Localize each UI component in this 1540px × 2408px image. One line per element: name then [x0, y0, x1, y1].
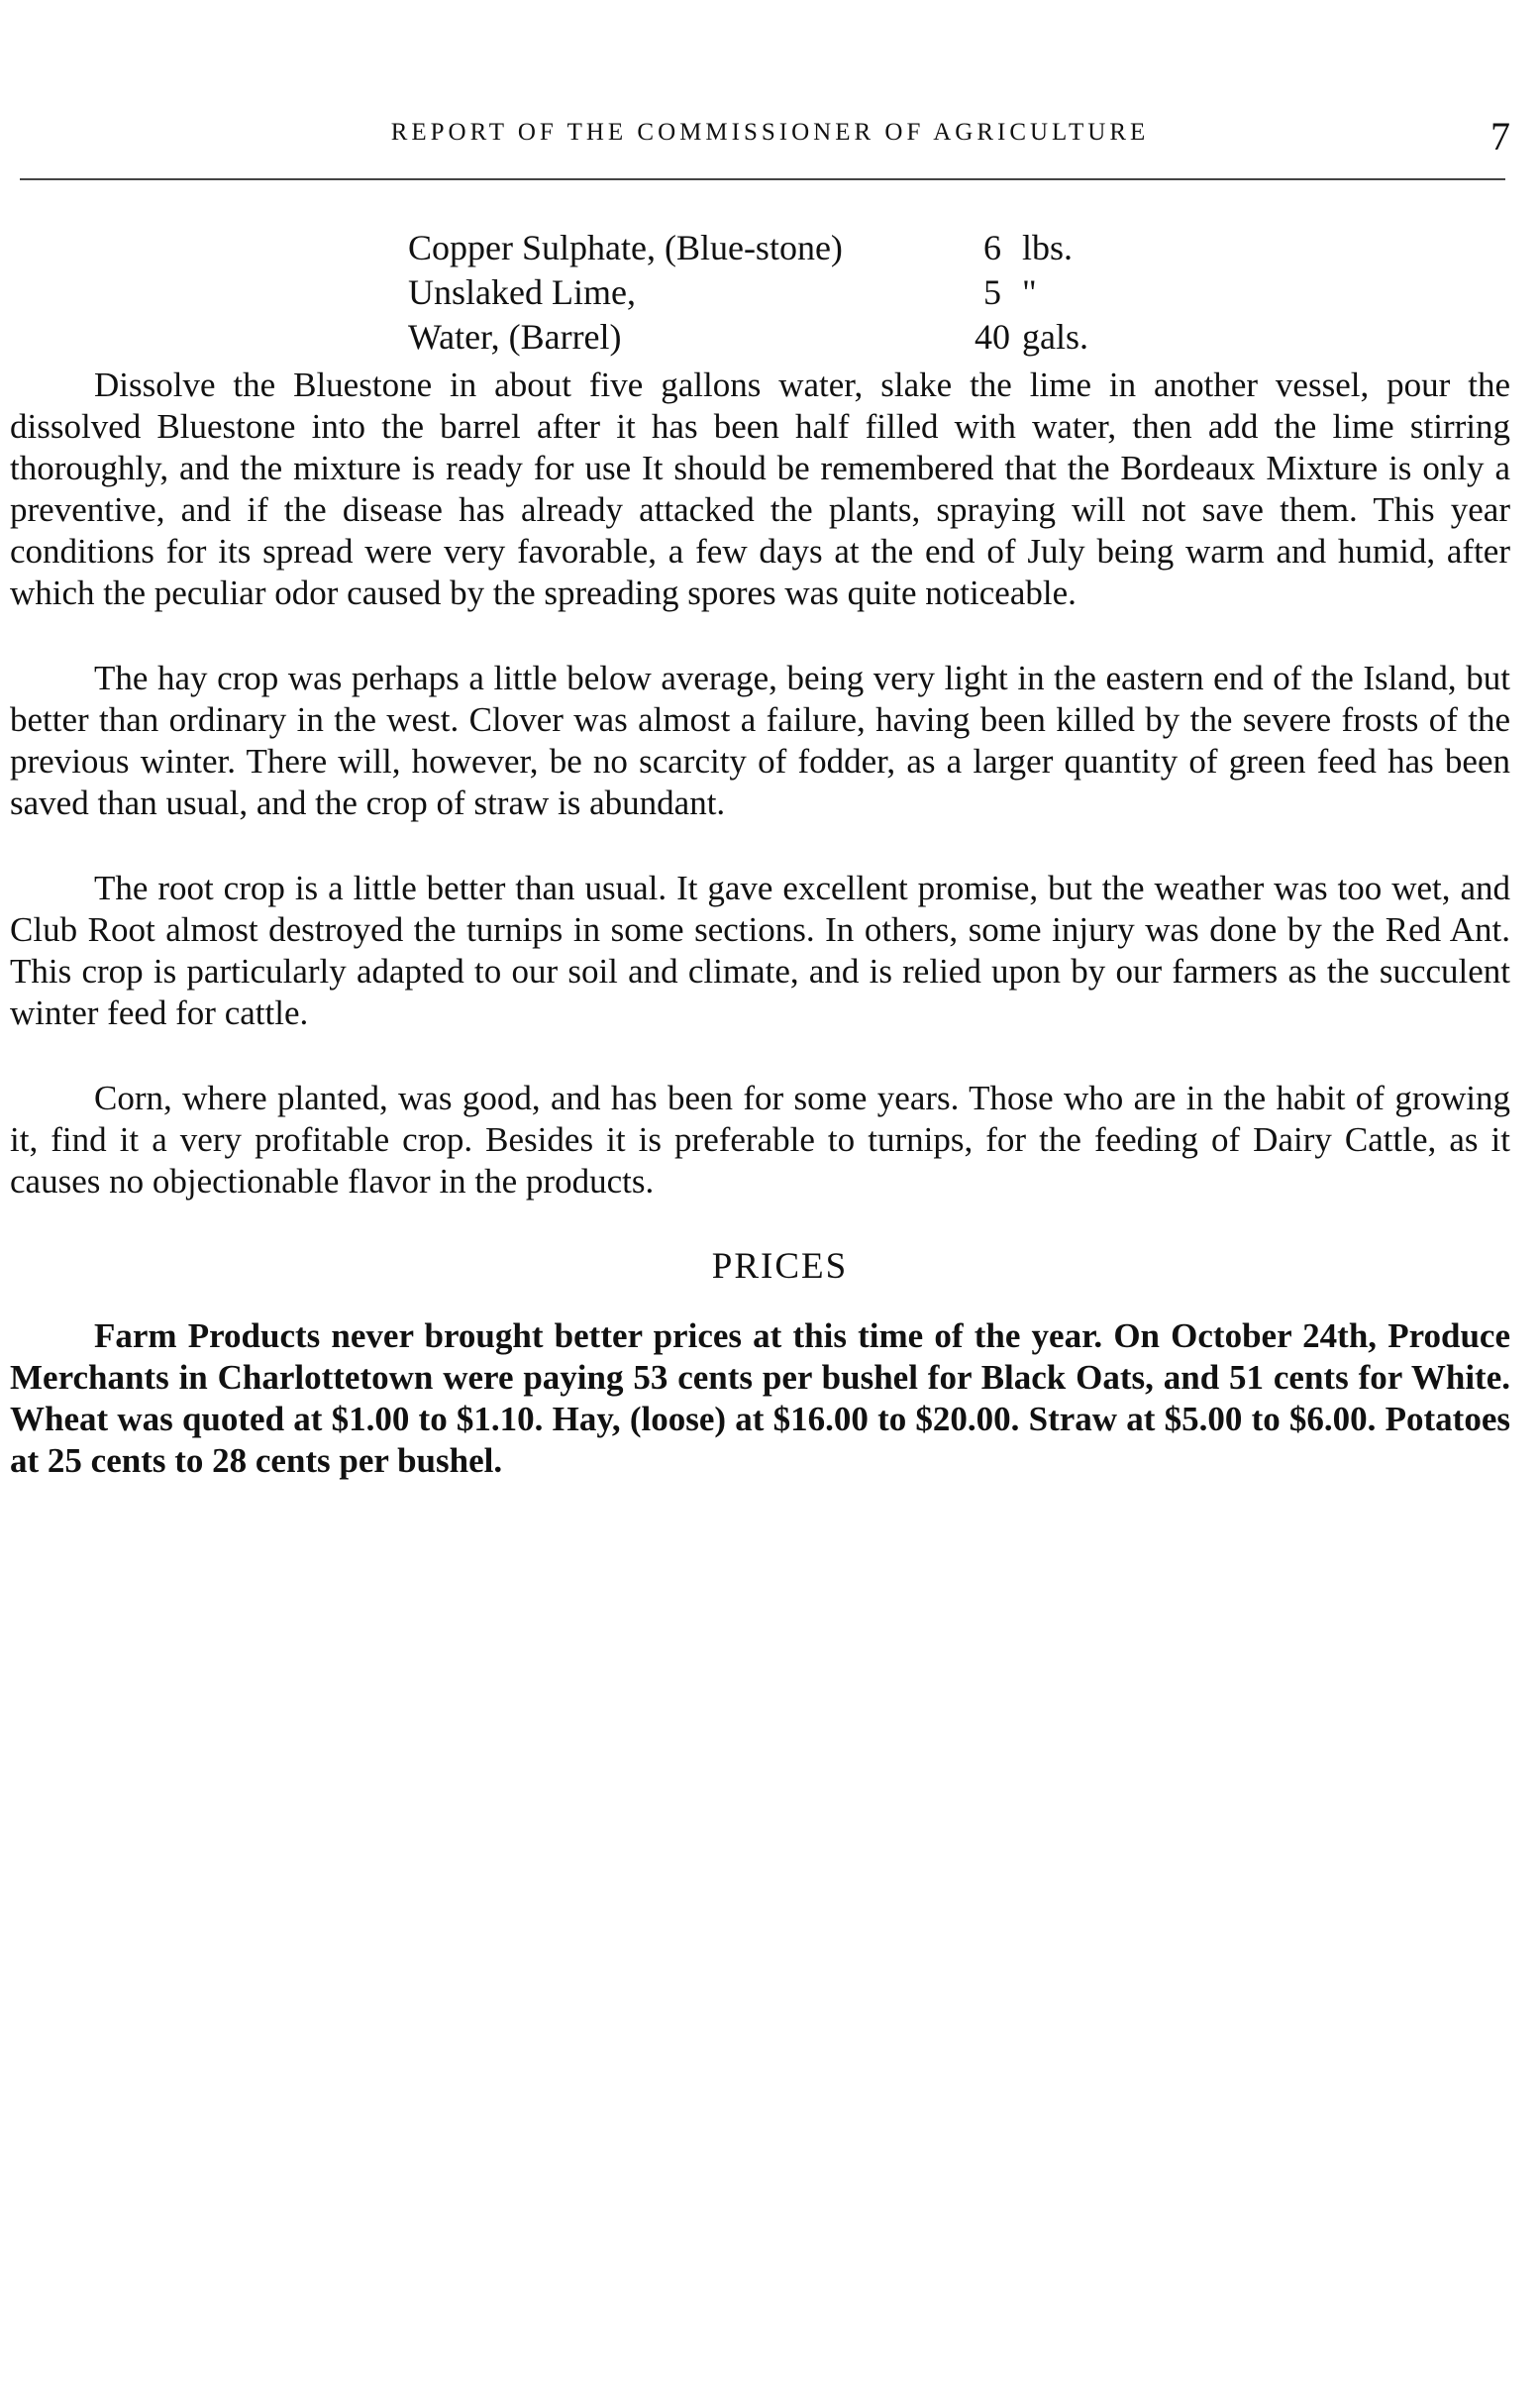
- ingredient-name: Unslaked Lime,: [408, 272, 636, 312]
- paragraph-hay-crop: The hay crop was perhaps a little below average, being very light in the eastern end of the Island, but better than ordinary in the west. Clover was almost a failure, having been killed by the severe frosts of the previous winter. There will, however, be no scarcity of fodder, as a larger quantity of green feed has been saved than usual, and the crop of straw is abundant.: [10, 659, 1510, 822]
- formula-row: [408, 226, 1161, 270]
- ingredient-quantity: 6: [983, 228, 1001, 267]
- ingredient-unit: gals.: [1022, 317, 1088, 357]
- running-head: REPORT OF THE COMMISSIONER OF AGRICULTURE: [390, 119, 1150, 146]
- page-header: [0, 111, 1540, 160]
- paragraph-prices: Farm Products never brought better prices at this time of the year. On October 24th, Produce Merchants in Charlottetown were paying 53 cents per bushel for Black Oats, and 51 cents for White. Wheat was quoted at $1.00 to $1.10. Hay, (loose) at $16.00 to $20.00. Straw at $5.00 to $6.00. Potatoes at 25 cents to 28 cents per bushel.: [10, 1316, 1510, 1480]
- ingredient-unit: ": [1022, 272, 1037, 312]
- page-number: 7: [1490, 114, 1510, 158]
- header-rule: [20, 178, 1505, 180]
- section-title-prices: PRICES: [711, 1246, 849, 1287]
- body-text: [10, 365, 1510, 1525]
- ingredient-name: Water, (Barrel): [408, 317, 622, 357]
- ingredient-quantity: 40: [975, 317, 1010, 357]
- paragraph-corn: Corn, where planted, was good, and has been for some years. Those who are in the habit of growing it, find it a very profitable crop. Besides it is preferable to turnips, for the feeding of Dairy Cattle, as it causes no objectionable flavor in the products.: [10, 1079, 1510, 1201]
- formula-row: [408, 315, 1161, 360]
- paragraph-root-crop: The root crop is a little better than usual. It gave excellent promise, but the weather was too wet, and Club Root almost destroyed the turnips in some sections. In others, some injury was done by the Red Ant. This crop is particularly adapted to our soil and climate, and is relied upon by our farmers as the succulent winter feed for cattle.: [10, 869, 1510, 1032]
- formula-row: [408, 270, 1161, 315]
- bordeaux-formula: [408, 226, 1161, 360]
- paragraph-bluestone: Dissolve the Bluestone in about five gallons water, slake the lime in another vessel, pour the dissolved Bluestone into the barrel after it has been half filled with water, then add the lime stirring thoroughly, and the mixture is ready for use It should be remembered that the Bordeaux Mixture is only a preventive, and if the disease has already attacked the plants, spraying will not save them. This year conditions for its spread were very favorable, a few days at the end of July being warm and humid, after which the peculiar odor caused by the spreading spores was quite noticeable.: [10, 366, 1510, 612]
- ingredient-quantity: 5: [983, 272, 1001, 312]
- ingredient-unit: lbs.: [1022, 228, 1074, 267]
- ingredient-name: Copper Sulphate, (Blue-stone): [408, 228, 843, 267]
